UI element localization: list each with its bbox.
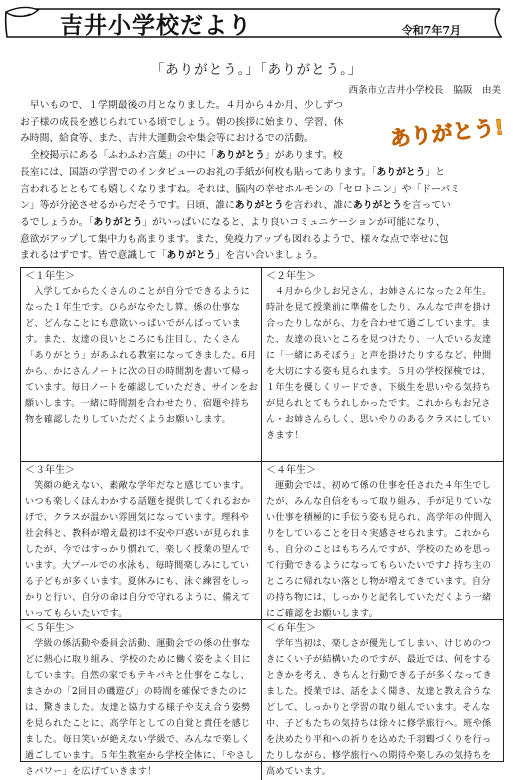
intro-line: ン」等が分泌させるからだそうです。日頃、誰にありがとうを言われ、誰にありがとうを言ってい: [20, 200, 451, 212]
grade-body: 学年当初は、楽しさが優先してしまい、けじめのつきにくい子が結構いたのですが、最近では、何をするときかを考え、きちんと行動できる子が多くなってきました。授業では、話をよく聞き、友達と教え合うなどして、しっかりと学習の取り組んでいます。そんな中、子どもたちの気持ちは徐々に修学旅行へ。班や係を決めたり平和への祈りを込めた千羽鶴づくりを行ったりしながら、修学旅行への期待や楽しみの気持ちを高めています。: [266, 639, 492, 777]
grade-report-2: [262, 268, 503, 462]
grade-body: 学級の係活動や委員会活動、運動会での係の仕事などに熱心に取り組み、学校のために働く姿をよく目にしています。自然の家でもテキパキと仕事をこなし、まさかの「2回目の磯遊び」の時間を確保できたのには、驚きました。友達と協力する様子や支え合う姿勢を見られたことに、高学年としての自覚と責任を感じました。毎日笑いが絶えない学級で、みんなで楽しく過ごしています。５年生教室から学校全体に、「やさしさパワー」を広げていきます！: [25, 639, 255, 777]
grade-heading: ＜１年生＞: [25, 271, 75, 282]
grade-heading: ＜６年生＞: [266, 623, 316, 634]
intro-line: み時間、給食等、また、吉井大運動会や集会等におけるでの活動。: [20, 133, 314, 145]
intro-line: お子様の成長を感じられている頃でしょう。朝の挨拶に始まり、学習、休: [20, 116, 344, 128]
header-banner: [4, 6, 505, 40]
author-line: [348, 82, 501, 96]
grade-heading: ＜２年生＞: [266, 271, 316, 282]
grade-report-6: [262, 620, 503, 780]
grade-body: ４月から少しお兄さん、お姉さんになった２年生。時計を見て授業前に準備をしたり、みんなで声を掛け合ったりしながら、力を合わせて過ごしています。また、友達の良いところを見つけたり、一人でいる友達に「一緒にあそぼう」と声を掛けたりするなど、仲間を大切にする姿も見られます。５月の学校探検では、１年生を優しくリードでき、下級生を思いやる気持ちが見られとてもうれしかったです。これからもお兄さん・お姉さんらしく、思いやりのあるクラスにしていきます！: [266, 287, 492, 441]
author-name: 脇阪 由美: [453, 85, 501, 96]
grade-report-4: [262, 462, 503, 620]
issue-date: 令和7年7月: [401, 24, 461, 37]
intro-line: 言われるとともても嬉しくなりますね。それは、脳内の幸せホルモンの「セロトニン」や「ドーパミ: [20, 183, 460, 195]
grade-body: 笑顔の絶えない、素敵な学年だなと感じています。いつも楽しくほんわかする話題を提供してくれるおかげで、クラスが温かい雰囲気になっています。理科や社会科と、教科が増え最初は不安や戸惑いが見られましたが、今ではすっかり慣れて、楽しく授業の望んでいます。大プールでの水泳も、毎時間楽しみにしている子どもが多くいます。夏休みにも、泳ぐ練習をしっかりと行い、自分の命は自分で守れるように、備えていってもらいたいです。: [25, 481, 251, 619]
grade-report-5: [21, 620, 262, 780]
intro-line: まれるはずです。皆で意識して「ありがとう」を言い合いましょう。: [20, 250, 324, 262]
grade-reports-table: [20, 267, 504, 777]
grade-report-1: [21, 268, 262, 462]
author-role: 西条市立吉井小学校長: [348, 85, 444, 96]
intro-line: 意欲がアップして集中力も高まります。また、免疫力アップも図れるようで、様々な点で幸せに包: [20, 233, 449, 245]
svg-text:ありがとう!: ありがとう!: [388, 115, 506, 151]
grade-body: 入学してからたくさんのことが自分でできるようになった１年生です。ひらがなやたし算、係の仕事など、どんなことにも意欲いっぱいでがんばっています。また、友達の良いところにも注目し、たくさん「ありがとう」があふれる教室になってきました。6月から、かにさんノートに次の日の時間割を書いて帰っています。毎日ノートを確認していただき、サインをお願いします。一緒に時間割を合わせたり、宿題や持ち物を確認したりしていただくようお願いします。: [25, 287, 258, 425]
arigato-illustration: [388, 108, 506, 154]
newsletter-title: 吉井小学校だより: [60, 13, 252, 39]
grade-heading: ＜３年生＞: [25, 465, 75, 476]
intro-line: 全校掲示にある「ふわふわ言葉」の中に「ありがとう」があります。校: [29, 150, 343, 162]
grade-report-3: [21, 462, 262, 620]
article-headline: 「ありがとう。」「ありがとう。」: [150, 62, 363, 78]
intro-line: 長室には、国語の学習でのインタビューのお礼の手紙が何枚も貼ってあります。「ありがとう」と: [20, 166, 445, 178]
grade-body: 運動会では、初めて係の仕事を任された４年生でしたが、みんな自信をもって取り組み、手が足りていない仕事を積極的に手伝う姿も見られ、高学年の仲間入りをしていることを日々実感させられます。これからも、自分のことはもちろんですが、学校のためを思って行動できるようになってもらいたいです♪ 持ち主のところに帰れない落とし物が増えてきています。自分の持ち物には、しっかりと記名していただくよう一緒にご確認をお願いします。: [266, 481, 492, 619]
grade-heading: ＜４年生＞: [266, 465, 316, 476]
intro-line: 早いもので、１学期最後の月となりました。４月から４か月、少しずつ: [29, 100, 344, 111]
intro-line: るでしょうか。「ありがとう」がいっぱいになると、より良いコミュニケーションが可能になり、: [20, 216, 446, 228]
grade-heading: ＜５年生＞: [25, 623, 75, 634]
